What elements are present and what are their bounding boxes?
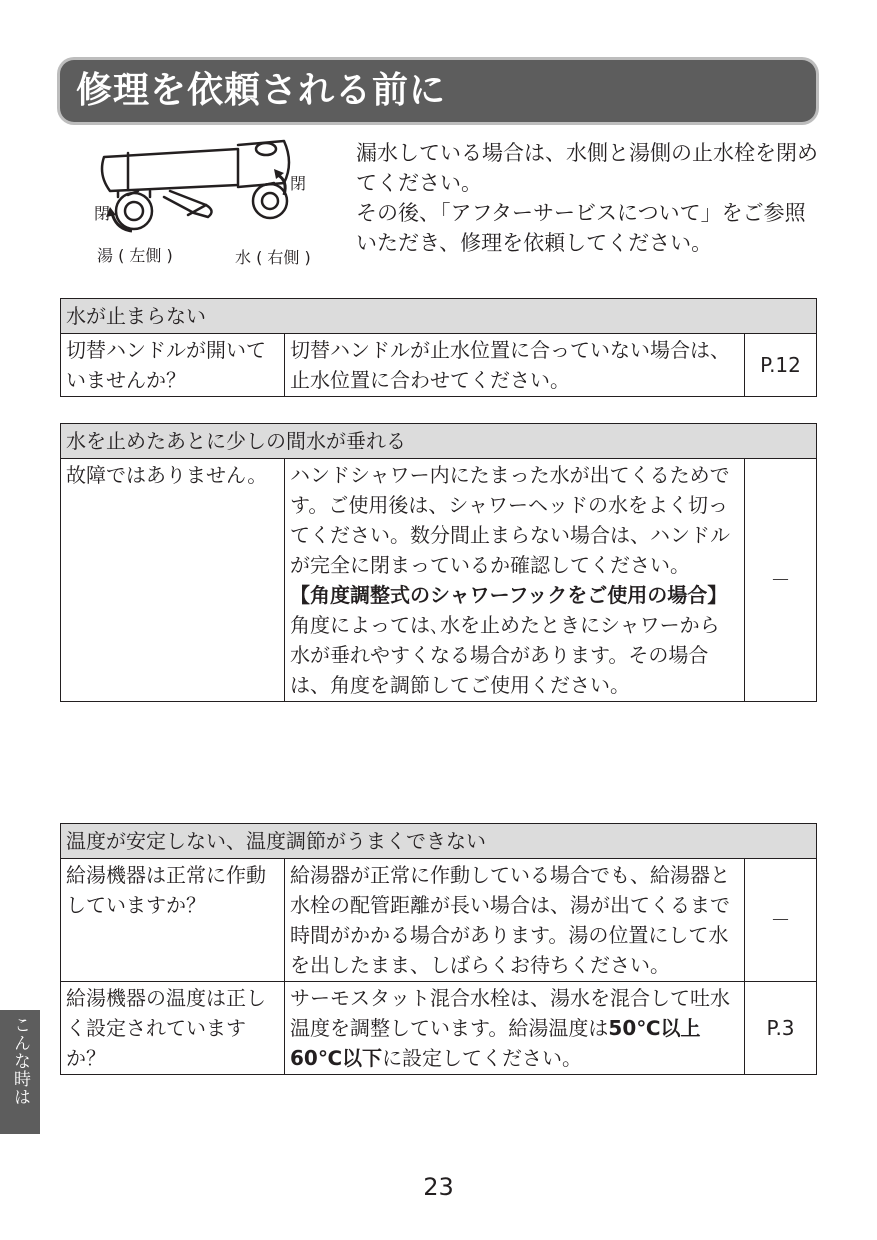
close-label-left: 閉 xyxy=(94,204,111,223)
temperature-range: 50℃以上 60℃以下 xyxy=(290,1016,701,1070)
remedy-text: サーモスタット混合水栓は、湯水を混合して吐水温度を調整しています。給湯温度は xyxy=(290,986,730,1040)
remedy-cell xyxy=(285,459,745,702)
check-cell: 故障ではありません。 xyxy=(61,459,285,702)
troubleshoot-table-temperature xyxy=(60,823,817,1075)
side-index-tab xyxy=(0,1010,40,1134)
section-heading: 水を止めたあとに少しの間水が垂れる xyxy=(61,424,817,459)
close-label-right: 閉 xyxy=(290,174,307,193)
remedy-note-heading: 【角度調整式のシャワーフックをご使用の場合】 xyxy=(290,583,728,607)
table-row xyxy=(61,459,817,702)
section-title-bar xyxy=(60,60,816,122)
remedy-cell: 切替ハンドルが止水位置に合っていない場合は、止水位置に合わせてください。 xyxy=(285,334,745,397)
troubleshoot-table-water-not-stopping xyxy=(60,298,817,397)
page-reference: － xyxy=(745,859,817,982)
page-reference: － xyxy=(745,459,817,702)
section-heading: 水が止まらない xyxy=(61,299,817,334)
table-row xyxy=(61,334,817,397)
remedy-cell: 給湯器が正常に作動している場合でも、給湯器と水栓の配管距離が長い場合は、湯が出てくるまで時間がかかる場合があります。湯の位置にして水を出したまま、しばらくお待ちください。 xyxy=(285,859,745,982)
page-title: 修理を依頼される前に xyxy=(76,70,447,111)
table-row xyxy=(61,859,817,982)
remedy-text: ハンドシャワー内にたまった水が出てくるためです。ご使用後は、シャワーヘッドの水をよく切ってください。数分間止まらない場合は、ハンドルが完全に閉まっているか確認してください。 xyxy=(290,463,730,577)
section-heading: 温度が安定しない、温度調節がうまくできない xyxy=(61,824,817,859)
intro-text xyxy=(356,138,826,258)
remedy-note-text: 角度によっては､水を止めたときにシャワーから水が垂れやすくなる場合があります。その場合は、角度を調節してご使用ください。 xyxy=(290,613,720,697)
remedy-cell xyxy=(285,982,745,1075)
side-index-label: こんな時は xyxy=(10,1016,30,1106)
hot-side-label: 湯 ( 左側 ) xyxy=(97,246,173,265)
page-reference: P.12 xyxy=(745,334,817,397)
cold-side-label: 水 ( 右側 ) xyxy=(235,248,311,267)
page-reference: P.3 xyxy=(745,982,817,1075)
table-row xyxy=(61,982,817,1075)
page-number: 23 xyxy=(423,1173,454,1201)
intro-line: 漏水している場合は、水側と湯側の止水栓を閉めてください。 xyxy=(356,141,818,195)
check-cell: 給湯機器の温度は正しく設定されていますか？ xyxy=(61,982,285,1075)
check-cell: 給湯機器は正常に作動していますか？ xyxy=(61,859,285,982)
troubleshoot-table-dripping xyxy=(60,423,817,702)
intro-line: その後、「アフターサービスについて」をご参照いただき、修理を依頼してください。 xyxy=(356,201,806,255)
check-cell: 切替ハンドルが開いていませんか？ xyxy=(61,334,285,397)
remedy-text-end: に設定してください。 xyxy=(382,1046,583,1070)
